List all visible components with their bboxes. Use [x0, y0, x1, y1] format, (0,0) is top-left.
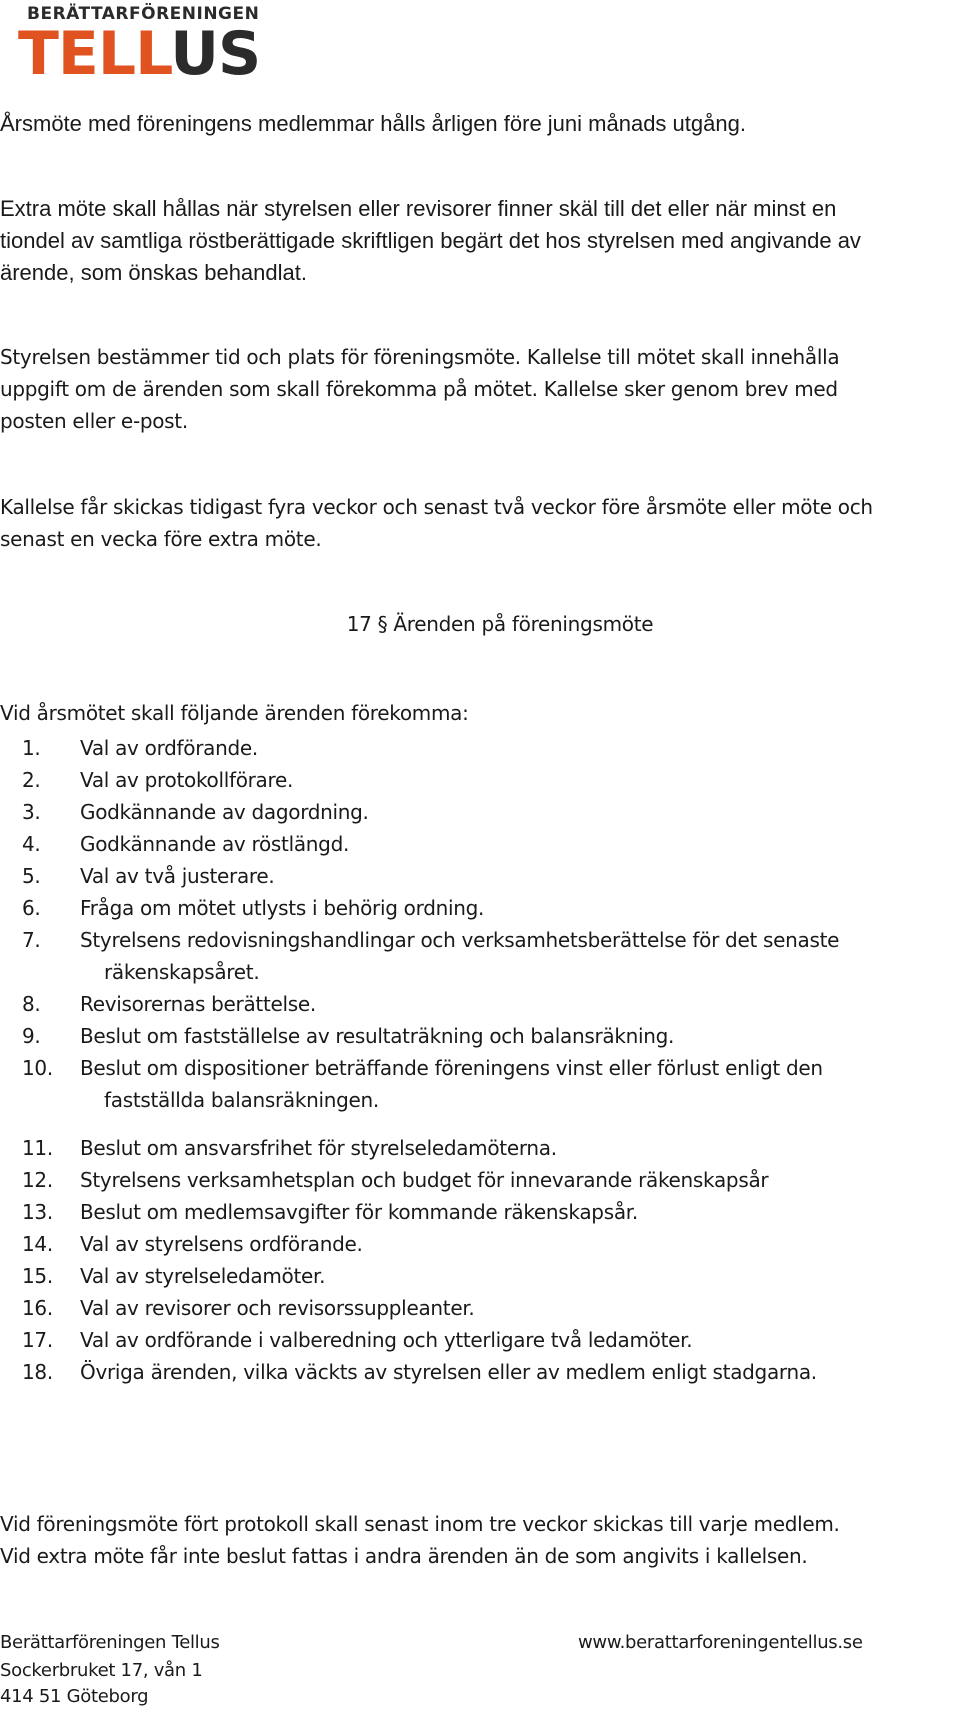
agenda-item-text: Beslut om dispositioner beträffande föreningens vinst eller förlust enligt den	[80, 1056, 823, 1080]
agenda-item-text: Val av protokollförare.	[80, 768, 294, 792]
agenda-item-text: Styrelsens redovisningshandlingar och verksamhetsberättelse för det senaste	[80, 928, 840, 952]
closing-line2: Vid extra möte får inte beslut fattas i andra ärenden än de som angivits i kallelsen.	[0, 1544, 808, 1568]
agenda-item-number: 6.	[22, 896, 41, 920]
agenda-item-number: 13.	[22, 1200, 53, 1224]
agenda-item-text: Övriga ärenden, vilka väckts av styrelsen eller av medlem enligt stadgarna.	[80, 1360, 817, 1384]
paragraph-notice-line1: Styrelsen bestämmer tid och plats för föreningsmöte. Kallelse till mötet skall innehålla	[0, 345, 840, 369]
agenda-item-text: Val av ordförande.	[80, 736, 258, 760]
tellus-logo	[18, 4, 261, 89]
paragraph-extra-meeting-line2: tiondel av samtliga röstberättigade skriftligen begärt det hos styrelsen med angivande av	[0, 228, 861, 253]
agenda-item-text: Beslut om ansvarsfrihet för styrelseledamöterna.	[80, 1136, 557, 1160]
agenda-item-number: 18.	[22, 1360, 53, 1384]
agenda-item-number: 11.	[22, 1136, 53, 1160]
section-heading: 17 § Ärenden på föreningsmöte	[346, 612, 654, 636]
agenda-item-number: 4.	[22, 832, 41, 856]
agenda-item-number: 10.	[22, 1056, 53, 1080]
agenda-item-text: Val av styrelsens ordförande.	[80, 1232, 363, 1256]
agenda-item-text-continuation: fastställda balansräkningen.	[104, 1088, 379, 1112]
paragraph-notice-line2: uppgift om de ärenden som skall förekomma på mötet. Kallelse sker genom brev med	[0, 377, 838, 401]
paragraph-notice-timing-line1: Kallelse får skickas tidigast fyra veckor och senast två veckor före årsmöte eller möte och	[0, 495, 873, 519]
agenda-item-text: Styrelsens verksamhetsplan och budget för innevarande räkenskapsår	[80, 1168, 769, 1192]
agenda-intro: Vid årsmötet skall följande ärenden förekomma:	[0, 701, 469, 725]
agenda-item-number: 17.	[22, 1328, 53, 1352]
agenda-item-text: Beslut om fastställelse av resultaträkning och balansräkning.	[80, 1024, 675, 1048]
agenda-item-text: Val av revisorer och revisorssuppleanter.	[80, 1296, 475, 1320]
paragraph-annual-meeting: Årsmöte med föreningens medlemmar hålls årligen före juni månads utgång.	[0, 111, 746, 136]
agenda-item-number: 3.	[22, 800, 41, 824]
footer-website-link[interactable]: www.berattarforeningentellus.se	[578, 1632, 863, 1653]
agenda-item-number: 12.	[22, 1168, 53, 1192]
agenda-item-text: Val av styrelseledamöter.	[80, 1264, 326, 1288]
paragraph-notice-line3: posten eller e-post.	[0, 409, 188, 433]
paragraph-extra-meeting-line3: ärende, som önskas behandlat.	[0, 260, 307, 285]
agenda-item-text: Val av två justerare.	[80, 864, 275, 888]
logo-brand	[18, 18, 260, 90]
agenda-item-number: 8.	[22, 992, 41, 1016]
agenda-item-text: Val av ordförande i valberedning och ytterligare två ledamöter.	[80, 1328, 693, 1352]
agenda-item-number: 1.	[22, 736, 41, 760]
agenda-item-number: 2.	[22, 768, 41, 792]
footer-address-line1: Sockerbruket 17, vån 1	[0, 1660, 203, 1681]
footer-address-line2: 414 51 Göteborg	[0, 1686, 149, 1707]
agenda-item-text-continuation: räkenskapsåret.	[104, 960, 260, 984]
agenda-item-text: Godkännande av dagordning.	[80, 800, 369, 824]
agenda-item-text: Godkännande av röstlängd.	[80, 832, 350, 856]
agenda-item-text: Beslut om medlemsavgifter för kommande räkenskapsår.	[80, 1200, 638, 1224]
agenda-item-number: 9.	[22, 1024, 41, 1048]
agenda-item-number: 14.	[22, 1232, 53, 1256]
logo-org-name: BERÄTTARFÖRENINGEN	[27, 4, 260, 24]
agenda-item-text: Revisorernas berättelse.	[80, 992, 316, 1016]
logo-brand-us: US	[170, 19, 261, 89]
agenda-item-number: 16.	[22, 1296, 53, 1320]
agenda-item-number: 5.	[22, 864, 41, 888]
paragraph-extra-meeting-line1: Extra möte skall hållas när styrelsen eller revisorer finner skäl till det eller när minst en	[0, 196, 837, 221]
logo-brand-tell: TELL	[18, 19, 171, 89]
agenda-item-number: 7.	[22, 928, 41, 952]
footer-org-name: Berättarföreningen Tellus	[0, 1632, 220, 1653]
agenda-item-number: 15.	[22, 1264, 53, 1288]
closing-line1: Vid föreningsmöte fört protokoll skall senast inom tre veckor skickas till varje medlem.	[0, 1512, 840, 1536]
paragraph-notice-timing-line2: senast en vecka före extra möte.	[0, 527, 322, 551]
agenda-item-text: Fråga om mötet utlysts i behörig ordning.	[80, 896, 485, 920]
